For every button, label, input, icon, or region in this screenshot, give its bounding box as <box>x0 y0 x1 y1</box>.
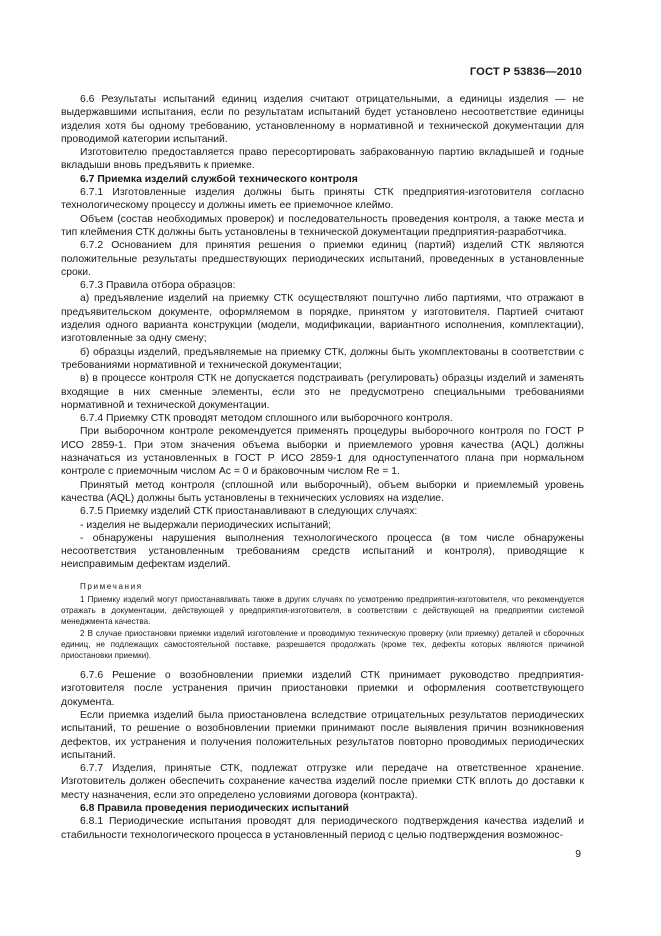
paragraph: Если приемка изделий была приостановлена вследствие отрицательных результатов периодических испытаний, то решение о возобновлении приемки принимают после выявления причин возникновения дефектов, их устранения и получения положительных результатов повторно проводимых периодических испытаний. <box>61 710 584 761</box>
paragraph: 6.8.1 Периодические испытания проводят для периодического подтверждения качества изделий и стабильности технологического процесса в установленный период с целью подтверждения возможнос- <box>61 816 584 841</box>
page-number: 9 <box>575 849 581 860</box>
paragraph: 6.7.1 Изготовленные изделия должны быть приняты СТК предприятия-изготовителя согласно технологическому процессу и должны иметь ее приемочное клеймо. <box>61 187 584 212</box>
paragraph: 6.6 Результаты испытаний единиц изделия считают отрицательными, а единицы изделия — не выдержавшими испытания, если по результатам испытаний будет установлено несоответствие единицы изделия хотя бы одному требованию, установленному в нормативной и технической документации для проводимой категории испытаний. <box>61 94 584 145</box>
list-item: - изделия не выдержали периодических испытаний; <box>80 519 332 531</box>
section-heading: 6.8 Правила проведения периодических испытаний <box>80 803 349 815</box>
paragraph: 6.7.2 Основанием для принятия решения о приемки единиц (партий) изделий СТК являются положительные результаты предшествующих периодических испытаний, проведенных в установленные сроки. <box>61 240 584 278</box>
list-item: в) в процессе контроля СТК не допускается подстраивать (регулировать) образцы изделий и заменять входящие в них сменные элементы, если это не предусмотрено специальными требованиями нормативной и технической документации. <box>61 373 584 411</box>
paragraph: 6.7.6 Решение о возобновлении приемки изделий СТК принимает руководство предприятия-изготовителя после устранения причин приостановки приемки и оформления соответствующего документа. <box>61 670 584 708</box>
notes-title: Примечания <box>80 581 143 591</box>
paragraph: Изготовителю предоставляется право пересортировать забракованную партию вкладышей и годные вкладыши вновь предъявить к приемке. <box>61 147 584 172</box>
notes-block <box>61 581 584 661</box>
paragraph: Принятый метод контроля (сплошной или выборочный), объем выборки и приемлемый уровень качества (AQL) должны быть установлены в технических условиях на изделие. <box>61 479 584 504</box>
paragraph: При выборочном контроле рекомендуется применять процедуры выборочного контроля по ГОСТ Р ИСО 2859-1. При этом значения объема выборки и приемлемого уровня качества (AQL) должны назначаться из установленных в ГОСТ Р ИСО 2859-1 для одноступенчатого плана при нормальном контроле с приемочным числом Ас = 0 и браковочным числом Re = 1. <box>61 426 584 478</box>
document-header: ГОСТ Р 53836—2010 <box>469 66 582 78</box>
document-body <box>61 93 584 842</box>
paragraph: 6.7.4 Приемку СТК проводят методом сплошного или выборочного контроля. <box>80 413 453 425</box>
paragraph: 6.7.3 Правила отбора образцов: <box>80 280 236 292</box>
list-item: - обнаружены нарушения выполнения технологического процесса (в том числе обнаружены несоответствия установленным требованиям средств испытаний и контроля), приводящие к неисправимым дефектам изделий. <box>61 532 584 571</box>
note-item: 1 Приемку изделий могут приостанавливать также в других случаях по усмотрению предприятия-изготовителя, что рекомендуется отражать в документации, действующей у предприятия-изготовителя, в соответствии с действующей на предприятии системой менеджмента качества. <box>61 594 584 627</box>
section-heading: 6.7 Приемка изделий службой технического контроля <box>80 173 358 185</box>
paragraph: 6.7.5 Приемку изделий СТК приостанавливают в следующих случаях: <box>80 506 418 518</box>
paragraph: Объем (состав необходимых проверок) и последовательность проведения контроля, а также места и тип клеймения СТК должны быть установлены в технической документации предприятия-разработчика. <box>61 213 584 238</box>
list-item: а) предъявление изделий на приемку СТК осуществляют поштучно либо партиями, что отражают в предъявительском документе, оформляемом в порядке, принятом у изготовителя. Партией считают изделия одного варианта конструкции (модели, модификации, вариантного исполнения, комплектации), изготовленные за одну смену; <box>61 293 584 345</box>
list-item: б) образцы изделий, предъявляемые на приемку СТК, должны быть укомплектованы в соответствии с требованиями нормативной и технической документации; <box>61 346 584 371</box>
note-item: 2 В случае приостановки приемки изделий изготовление и проводимую техническую проверку (или приемку) деталей и сборочных единиц, не подлежащих самостоятельной поставке, разрешается продолжать (кроме тех, дефекты которых являются причиной приостановки приемки). <box>61 628 584 660</box>
paragraph: 6.7.7 Изделия, принятые СТК, подлежат отгрузке или передаче на ответственное хранение. Изготовитель должен обеспечить сохранение качества изделий после приемки СТК вплоть до доставки к месту назначения, если это определено условиями договора (контракта). <box>61 763 584 801</box>
